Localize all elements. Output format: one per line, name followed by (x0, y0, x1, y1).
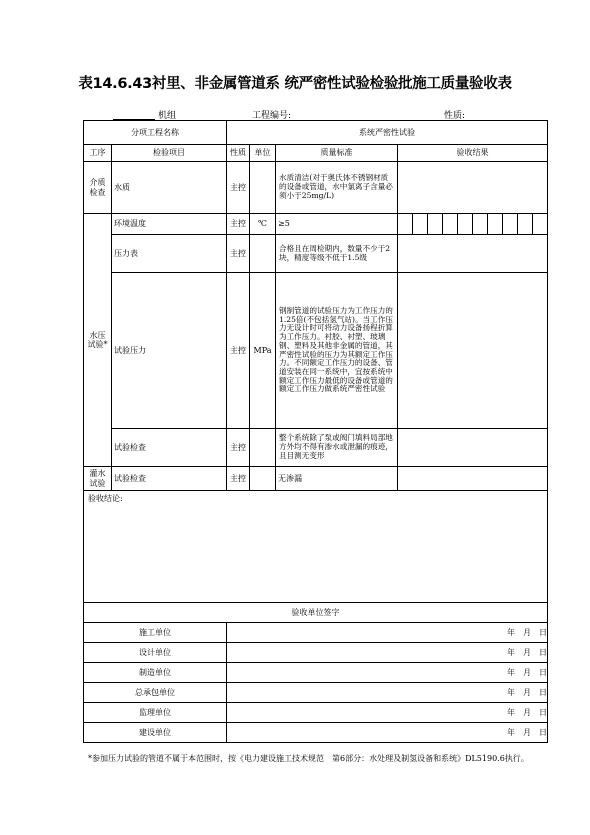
signature-date[interactable]: 年 月 日 (227, 683, 548, 703)
table-row (84, 235, 548, 273)
signature-unit: 总承包单位 (84, 683, 227, 703)
grid-cell[interactable] (398, 214, 412, 234)
row-result[interactable] (398, 429, 548, 467)
row-unit: ℃ (250, 214, 276, 235)
row-nature: 主控 (227, 214, 250, 235)
signature-unit: 建设单位 (84, 723, 227, 743)
row-unit (250, 429, 276, 467)
table-row (84, 214, 548, 235)
inspection-table (83, 120, 548, 743)
conclusion-row (84, 491, 548, 603)
subproject-value: 系统严密性试验 (227, 121, 548, 145)
header-nature: 性质 (227, 145, 250, 162)
row-item: 试验检查 (112, 467, 227, 491)
group-pressure-test: 水压试验* (84, 214, 112, 467)
table-row (84, 429, 548, 467)
signature-date[interactable]: 年 月 日 (227, 663, 548, 683)
grid-cell[interactable] (412, 214, 427, 234)
temperature-result-grid[interactable] (398, 214, 548, 235)
grid-cell[interactable] (532, 214, 547, 234)
header-result: 验收结果 (398, 145, 548, 162)
grid-cell[interactable] (487, 214, 502, 234)
nature-label: 性质: (444, 111, 466, 121)
row-nature: 主控 (227, 467, 250, 491)
row-result[interactable] (398, 273, 548, 429)
row-item: 水质 (112, 162, 227, 214)
signature-row (84, 623, 548, 643)
grid-cell[interactable] (457, 214, 472, 234)
row-unit (250, 467, 276, 491)
row-nature: 主控 (227, 162, 250, 214)
signature-unit: 设计单位 (84, 643, 227, 663)
row-item: 环境温度 (112, 214, 227, 235)
signature-date[interactable]: 年 月 日 (227, 643, 548, 663)
grid-cell[interactable] (502, 214, 517, 234)
conclusion-label: 验收结论: (88, 494, 123, 503)
row-unit: MPa (250, 273, 276, 429)
signature-date[interactable]: 年 月 日 (227, 623, 548, 643)
signature-row (84, 683, 548, 703)
signature-header: 验收单位签字 (84, 603, 548, 623)
grid-cell[interactable] (442, 214, 457, 234)
row-unit (250, 235, 276, 273)
table-row (84, 273, 548, 429)
row-nature: 主控 (227, 235, 250, 273)
group-fill-test: 灌水试验 (84, 467, 112, 491)
unit-label: 机组 (158, 111, 177, 121)
row-nature: 主控 (227, 273, 250, 429)
signature-unit: 施工单位 (84, 623, 227, 643)
row-standard: 合格且在周检期内，数量不少于2块，精度等级不低于1.5级 (276, 235, 398, 273)
table-row (84, 162, 548, 214)
grid-cell[interactable] (472, 214, 487, 234)
grid-cell[interactable] (427, 214, 442, 234)
header-row (84, 145, 548, 162)
header-process: 工序 (84, 145, 112, 162)
row-standard: 无渗漏 (276, 467, 398, 491)
signature-header-row (84, 603, 548, 623)
row-standard: ≥5 (276, 214, 398, 235)
signature-date[interactable]: 年 月 日 (227, 703, 548, 723)
row-standard: 整个系统除了泵或阀门填料局部地方外均不得有渗水或泄漏的痕迹，且目测无变形 (276, 429, 398, 467)
row-nature: 主控 (227, 429, 250, 467)
row-item: 压力表 (112, 235, 227, 273)
signature-row (84, 723, 548, 743)
project-no-label: 工程编号: (252, 111, 292, 121)
conclusion-cell[interactable] (84, 491, 548, 603)
signature-unit: 制造单位 (84, 663, 227, 683)
signature-row (84, 703, 548, 723)
signature-row (84, 663, 548, 683)
footnote: *参加压力试验的管道不属于本范围时，按《电力建设施工技术规范 第6部分：水处理及制氢设备和系统》DL5190.6执行。 (88, 754, 529, 763)
row-result[interactable] (398, 235, 548, 273)
row-result[interactable] (398, 162, 548, 214)
header-unit: 单位 (250, 145, 276, 162)
header-item: 检验项目 (112, 145, 227, 162)
row-item: 试验检查 (112, 429, 227, 467)
row-standard: 钢制管道的试验压力为工作压力的1.25倍(不包括氢气站)。当工作压力无设计时可将动力设备扬程折算为工作压力。衬胶、衬塑、玻璃钢、塑料及其他非金属的管道，其严密性试验的压力为其额定工作压力。不同额定工作压力的设备、管道安装在同一系统中，宜按系统中额定工作压力最低的设备或管道的额定工作压力做系统严密性试验 (276, 273, 398, 429)
row-unit (250, 162, 276, 214)
signature-date[interactable]: 年 月 日 (227, 723, 548, 743)
grid-cell[interactable] (517, 214, 532, 234)
subproject-label: 分项工程名称 (84, 121, 227, 145)
subproject-row (84, 121, 548, 145)
signature-unit: 监理单位 (84, 703, 227, 723)
row-standard: 水质清洁(对于奥氏体不锈钢材质的设备或管道，水中氯离子含量必须小于25mg/L) (276, 162, 398, 214)
group-media-check: 介质检查 (84, 162, 112, 214)
header-standard: 质量标准 (276, 145, 398, 162)
row-result[interactable] (398, 467, 548, 491)
page-title: 表14.6.43衬里、非金属管道系 统严密性试验检验批施工质量验收表 (78, 76, 512, 92)
row-item: 试验压力 (112, 273, 227, 429)
table-row (84, 467, 548, 491)
signature-row (84, 643, 548, 663)
